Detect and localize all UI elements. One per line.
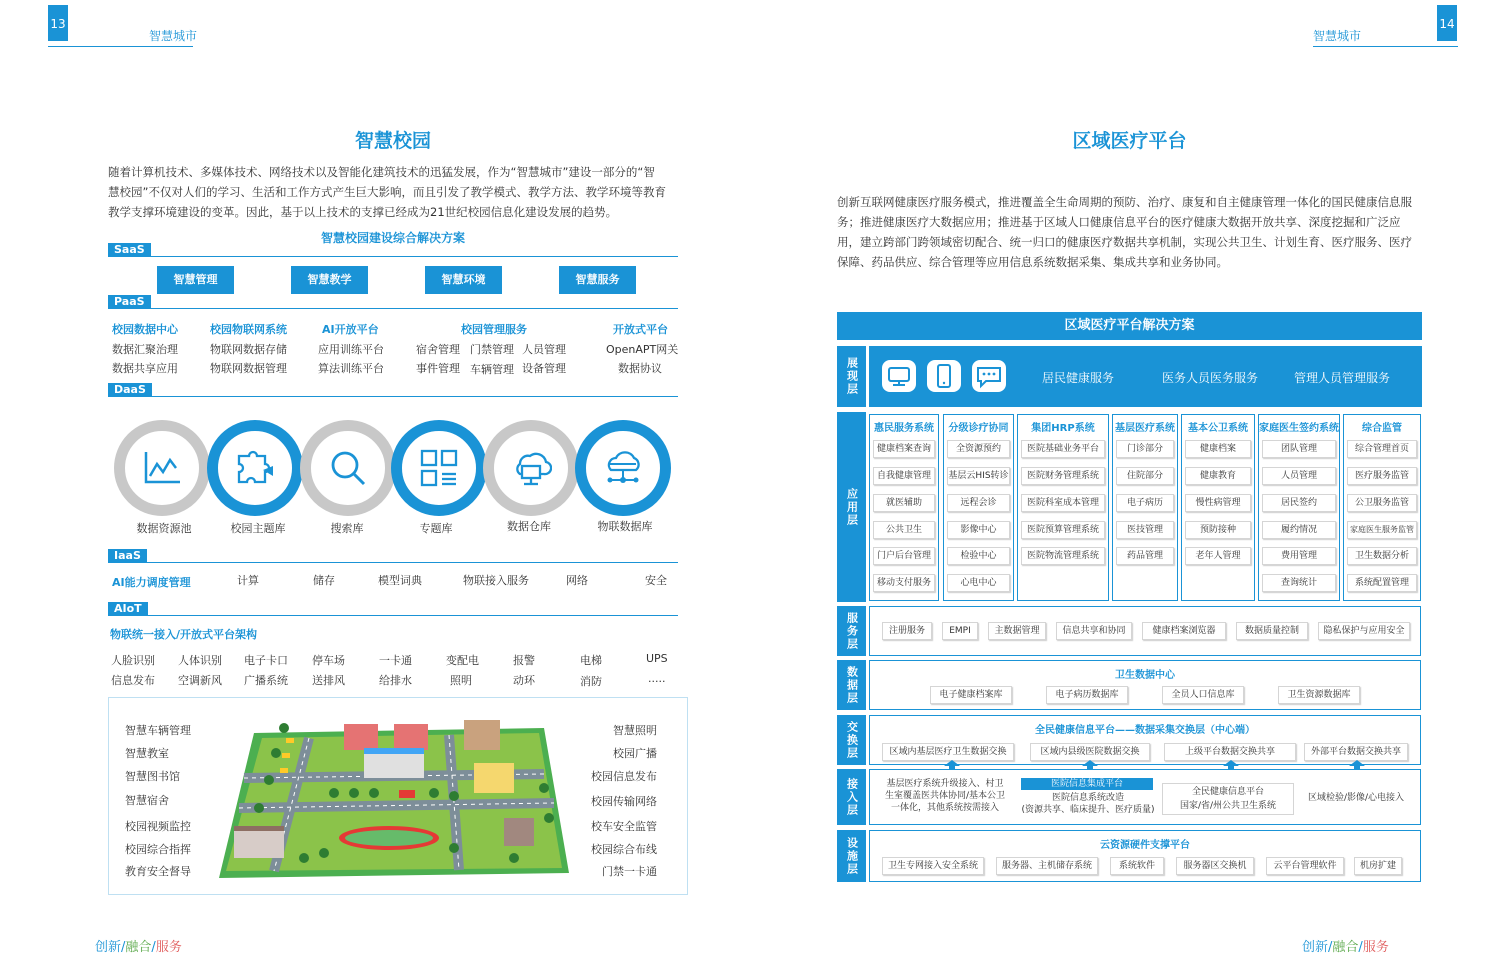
app-cell: 医技管理: [1116, 521, 1174, 539]
scene-label-left: 智慧教室: [125, 747, 169, 760]
aiot-item: 电子卡口: [244, 654, 288, 667]
daas-rule: [108, 396, 678, 397]
app-cell: 电子病历: [1116, 494, 1174, 512]
footer-word: 融合: [125, 940, 152, 955]
paas-item: 设备管理: [522, 362, 566, 375]
saas-tag: SaaS: [108, 243, 151, 257]
page-number-left: 13: [48, 5, 68, 41]
aiot-rule: [108, 615, 678, 616]
service-item: EMPI: [942, 622, 978, 640]
app-cell: 心电中心: [947, 574, 1010, 592]
paas-group-title: 校园数据中心: [112, 323, 178, 336]
scene-label-right: 智慧照明: [613, 724, 657, 737]
layer-label-application: 应用层: [837, 412, 866, 602]
footer-slogan-left: [95, 936, 182, 955]
footer-word: 创新: [95, 940, 122, 955]
left-para-line: 慧校园”不仅对人们的学习、生活和工作方式产生巨大影响，而且引发了教学模式、教学方法、教学环境等教育: [108, 185, 666, 199]
exchange-item: 区域内基层医疗卫生数据交换: [882, 743, 1014, 761]
exchange-item: 外部平台数据交换共享: [1304, 743, 1408, 761]
paas-rule: [108, 308, 678, 309]
layer-label-exchange: 交换层: [837, 715, 866, 765]
section-label-right: 智慧城市: [1313, 29, 1362, 43]
app-cell: 系统配置管理: [1347, 574, 1417, 592]
paas-item: 事件管理: [416, 362, 460, 375]
paas-item: 物联网数据管理: [210, 362, 287, 375]
aiot-tag: AIoT: [108, 602, 148, 616]
circle-label: 校园主题库: [230, 522, 286, 535]
iaas-item: 物联接入服务: [463, 574, 529, 587]
iot-database-circle: [575, 420, 671, 516]
app-cell: 医院财务管理系统: [1021, 467, 1105, 485]
app-cell: 慢性病管理: [1185, 494, 1251, 512]
aiot-item: 一卡通: [379, 654, 412, 667]
app-cell: 住院部分: [1116, 467, 1174, 485]
app-cell: 医院预算管理系统: [1021, 521, 1105, 539]
app-cell: 家庭医生服务监管: [1347, 521, 1417, 539]
access-line: 医院信息系统改造: [1051, 793, 1124, 803]
iaas-item: AI能力调度管理: [112, 576, 191, 589]
display-item-medical-staff: 医务人员医务服务: [1162, 371, 1259, 385]
aiot-item: 照明: [450, 674, 472, 687]
mobile-phone-icon: [927, 360, 961, 392]
app-cell: 公卫服务监管: [1347, 494, 1417, 512]
app-column-title: 基层医疗系统: [1115, 423, 1175, 434]
app-cell: 远程会诊: [947, 494, 1010, 512]
app-cell: 查询统计: [1262, 574, 1336, 592]
app-cell: 医疗服务监管: [1347, 467, 1417, 485]
aiot-item: 人体识别: [178, 654, 222, 667]
footer-word: 创新: [1302, 940, 1329, 955]
saas-button-service: 智慧服务: [559, 266, 636, 294]
app-column-title: 分级诊疗协同: [948, 423, 1009, 434]
hospital-integration-platform: 医院信息集成平台: [1021, 778, 1153, 790]
iaas-item: 安全: [645, 574, 667, 587]
infra-item: 卫生专网接入安全系统: [882, 857, 984, 875]
scene-label-left: 校园视频监控: [125, 820, 191, 833]
access-line: (资源共享、临床提升、医疗质量): [1021, 805, 1155, 815]
paas-item: 数据协议: [618, 362, 662, 375]
right-para-line: 保障、药品供应、综合管理等应用信息系统数据采集、集成共享和业务协同。: [837, 255, 1228, 269]
service-item: 隐私保护与应用安全: [1318, 622, 1410, 640]
footer-sep: /: [121, 940, 126, 955]
infra-item: 服务器区交换机: [1176, 857, 1254, 875]
service-item: 信息共享和协同: [1056, 622, 1132, 640]
data-item: 电子健康档案库: [930, 686, 1012, 704]
app-cell: 健康档案: [1185, 440, 1251, 458]
scene-label-left: 校园综合指挥: [125, 843, 191, 856]
layer-label-infra: 设施层: [837, 830, 866, 882]
aiot-item: .....: [648, 672, 666, 685]
circle-label: 数据资源池: [136, 522, 192, 535]
layer-label-access: 接入层: [837, 769, 866, 825]
footer-slogan-right: [1302, 936, 1389, 955]
app-cell: 影像中心: [947, 521, 1010, 539]
app-column-title: 集团HRP系统: [1031, 423, 1095, 434]
daas-tag: DaaS: [108, 383, 152, 397]
aiot-item: 动环: [513, 674, 535, 687]
campus-map-illustration: [214, 708, 574, 888]
layer-label-service: 服务层: [837, 606, 866, 656]
access-line: 国家/省/州公共卫生系统: [1179, 801, 1277, 811]
footer-sep: /: [151, 940, 156, 955]
footer-word: 融合: [1332, 940, 1359, 955]
paas-item: 算法训练平台: [318, 362, 384, 375]
app-cell: 健康教育: [1185, 467, 1251, 485]
access-line: 基层医疗系统升级接入、村卫: [886, 779, 1004, 789]
iaas-item: 网络: [566, 574, 588, 587]
app-cell: 预防接种: [1185, 521, 1251, 539]
theme-library-circle: [207, 420, 303, 516]
left-page-title: 智慧校园: [354, 130, 431, 152]
cloud-monitor-icon: [510, 448, 552, 488]
layer-label-data: 数据层: [837, 660, 866, 710]
footer-sep: /: [1328, 940, 1333, 955]
app-cell: 医院基础业务平台: [1021, 440, 1105, 458]
app-cell: 医院物流管理系统: [1021, 547, 1105, 565]
access-item-primary-care: [878, 778, 1012, 814]
app-cell: 综合管理首页: [1347, 440, 1417, 458]
section-label-left: 智慧城市: [149, 29, 198, 43]
search-icon: [328, 448, 368, 488]
service-item: 数据质量控制: [1236, 622, 1308, 640]
app-cell: 移动支付服务: [873, 574, 935, 592]
aiot-item: 变配电: [446, 654, 479, 667]
scene-label-left: 教育安全督导: [125, 865, 191, 878]
grid-icon: [419, 448, 459, 488]
exchange-title: 全民健康信息平台——数据采集交换层（中心端）: [1035, 725, 1255, 736]
display-item-resident: 居民健康服务: [1042, 371, 1115, 385]
data-item: 全员人口信息库: [1162, 686, 1244, 704]
chat-bubble-icon: [972, 360, 1006, 392]
iaas-item: 储存: [313, 574, 335, 587]
aiot-item: 空调新风: [178, 674, 222, 687]
layer-label-display: 展现层: [837, 346, 866, 407]
aiot-item: 广播系统: [244, 674, 288, 687]
app-cell: 健康档案查询: [873, 440, 935, 458]
scene-label-right: 校车安全监管: [591, 820, 657, 833]
app-cell: 药品管理: [1116, 547, 1174, 565]
saas-button-management: 智慧管理: [157, 266, 234, 294]
data-pool-circle: [114, 420, 210, 516]
app-cell: 费用管理: [1262, 547, 1336, 565]
app-cell: 人员管理: [1262, 467, 1336, 485]
line-chart-icon: [142, 450, 182, 486]
cloud-network-icon: [602, 448, 644, 488]
paas-item: OpenAPT网关: [606, 343, 679, 356]
paas-group-title: 开放式平台: [613, 323, 668, 336]
paas-item: 车辆管理: [470, 363, 514, 376]
aiot-item: 人脸识别: [111, 654, 155, 667]
circle-label: 专题库: [419, 522, 453, 535]
right-para-line: 用，建立跨部门跨领域密切配合、统一归口的健康医疗数据共享机制，实现公共卫生、计划生育、医疗服务、医疗: [837, 235, 1412, 249]
app-cell: 老年人管理: [1185, 547, 1251, 565]
scene-label-right: 门禁一卡通: [602, 865, 657, 878]
right-page-title: 区域医疗平台: [1072, 130, 1187, 152]
aiot-subtitle: 物联统一接入/开放式平台架构: [110, 628, 258, 641]
paas-group-title: 校园管理服务: [461, 323, 527, 336]
campus-scene-box: [108, 697, 688, 895]
left-intro-paragraph: [108, 162, 688, 222]
paas-group-title: AI开放平台: [322, 323, 379, 336]
scene-label-right: 校园综合布线: [591, 843, 657, 856]
saas-button-teaching: 智慧教学: [291, 266, 368, 294]
exchange-item: 上级平台数据交换共享: [1164, 743, 1296, 761]
service-item: 注册服务: [882, 622, 932, 640]
service-item: 主数据管理: [988, 622, 1046, 640]
monitor-icon: [882, 360, 916, 392]
app-column-title: 综合监管: [1362, 423, 1402, 434]
iaas-item: 计算: [237, 574, 259, 587]
topic-library-circle: [391, 420, 487, 516]
display-item-manager: 管理人员管理服务: [1294, 371, 1391, 385]
medical-diagram-header: 区域医疗平台解决方案: [837, 312, 1422, 340]
scene-label-right: 校园广播: [613, 747, 657, 760]
puzzle-icon: [233, 448, 277, 488]
app-cell: 公共卫生: [873, 521, 935, 539]
paas-item: 数据汇聚治理: [112, 343, 178, 356]
campus-diagram-title: 智慧校园建设综合解决方案: [320, 231, 465, 245]
paas-group-title: 校园物联网系统: [210, 323, 287, 336]
right-para-line: 务；推进健康医疗大数据应用；推进基于区域人口健康信息平台的医疗健康大数据开放共享、深度挖掘和广泛应: [837, 215, 1401, 229]
search-library-circle: [300, 420, 396, 516]
access-item-hospital: [1018, 792, 1158, 816]
app-cell: 就医辅助: [873, 494, 935, 512]
header-rule-right: [1313, 46, 1458, 47]
app-cell: 医院科室成本管理: [1021, 494, 1105, 512]
iaas-tag: IaaS: [108, 549, 147, 563]
paas-tag: PaaS: [108, 295, 151, 309]
infra-item: 系统软件: [1110, 857, 1164, 875]
circle-label: 数据仓库: [507, 520, 551, 533]
right-para-line: 创新互联网健康医疗服务模式，推进覆盖全生命周期的预防、治疗、康复和自主健康管理一体化的国民健康信息服: [837, 195, 1412, 209]
iaas-item: 模型词典: [378, 574, 422, 587]
aiot-item: 给排水: [379, 674, 412, 687]
aiot-item: 送排风: [312, 674, 345, 687]
access-item-national-platform: [1162, 783, 1294, 815]
app-cell: 团队管理: [1262, 440, 1336, 458]
app-cell: 全资源预约: [947, 440, 1010, 458]
scene-label-left: 智慧宿舍: [125, 794, 169, 807]
data-item: 电子病历数据库: [1046, 686, 1128, 704]
header-rule-left: [48, 46, 193, 47]
app-cell: 检验中心: [947, 547, 1010, 565]
scene-label-left: 智慧车辆管理: [125, 724, 191, 737]
footer-word: 服务: [1362, 940, 1389, 955]
paas-item: 物联网数据存储: [210, 343, 287, 356]
app-cell: 履约情况: [1262, 521, 1336, 539]
scene-label-left: 智慧图书馆: [125, 770, 180, 783]
access-line: 全民健康信息平台: [1191, 787, 1264, 797]
paas-item: 数据共享应用: [112, 362, 178, 375]
aiot-item: 消防: [580, 675, 602, 688]
left-para-line: 教学支撑环境建设的变革。因此，基于以上技术的支撑已经成为21世纪校园信息化建设发展的趋势。: [108, 205, 618, 219]
aiot-item: 信息发布: [111, 674, 155, 687]
app-cell: 基层云HIS转诊: [947, 467, 1010, 485]
app-column-title: 基本公卫系统: [1188, 423, 1248, 434]
access-line: 生室覆盖医共体协同/基本公卫: [884, 791, 1006, 801]
data-center-title: 卫生数据中心: [1115, 670, 1175, 681]
saas-button-environment: 智慧环境: [425, 266, 502, 294]
app-cell: 居民签约: [1262, 494, 1336, 512]
scene-label-right: 校园信息发布: [591, 770, 657, 783]
app-cell: 门诊部分: [1116, 440, 1174, 458]
aiot-item: 停车场: [312, 654, 345, 667]
access-line: 一体化，其他系统按需接入: [890, 803, 999, 813]
app-cell: 门户后台管理: [873, 547, 935, 565]
exchange-item: 区域内县级医院数据交换: [1030, 743, 1150, 761]
data-item: 卫生资源数据库: [1278, 686, 1360, 704]
paas-item: 宿舍管理: [416, 343, 460, 356]
infra-item: 服务器、主机储存系统: [996, 857, 1098, 875]
app-column-title: 惠民服务系统: [874, 423, 934, 434]
paas-item: 门禁管理: [470, 343, 514, 356]
footer-sep: /: [1358, 940, 1363, 955]
iaas-rule: [108, 562, 678, 563]
data-warehouse-circle: [483, 420, 579, 516]
app-cell: 卫生数据分析: [1347, 547, 1417, 565]
service-item: 健康档案浏览器: [1142, 622, 1226, 640]
circle-label: 搜索库: [330, 522, 364, 535]
infra-title: 云资源硬件支撑平台: [1100, 840, 1190, 851]
page-number-right: 14: [1437, 5, 1457, 41]
infra-item: 机房扩建: [1354, 857, 1402, 875]
aiot-item: 报警: [513, 654, 535, 667]
access-item-regional-lab: 区域检验/影像/心电接入: [1307, 793, 1405, 803]
aiot-item: UPS: [646, 652, 668, 665]
app-cell: 自我健康管理: [873, 467, 935, 485]
circle-label: 物联数据库: [597, 520, 653, 533]
paas-item: 人员管理: [522, 343, 566, 356]
paas-item: 应用训练平台: [318, 343, 384, 356]
left-para-line: 随着计算机技术、多媒体技术、网络技术以及智能化建筑技术的迅猛发展，作为“智慧城市”建设一部分的“智: [108, 165, 655, 179]
infra-item: 云平台管理软件: [1266, 857, 1344, 875]
saas-rule: [108, 256, 678, 257]
scene-label-right: 校园传输网络: [591, 795, 657, 808]
app-column-title: 家庭医生签约系统: [1259, 423, 1339, 434]
right-intro-paragraph: [837, 192, 1427, 272]
aiot-item: 电梯: [580, 654, 602, 667]
footer-word: 服务: [155, 940, 182, 955]
